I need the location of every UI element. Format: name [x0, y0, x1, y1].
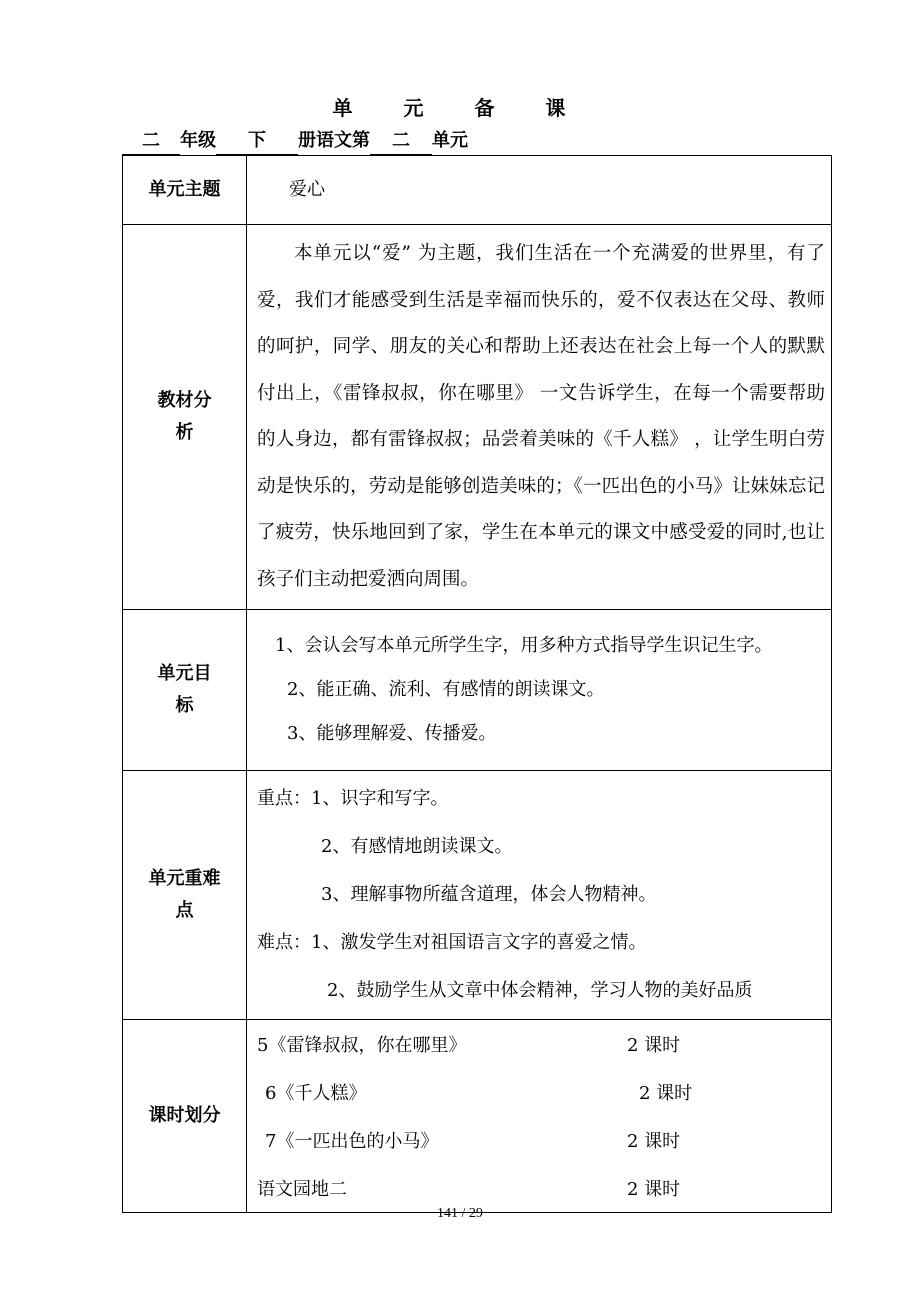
goals-label: 单元目标 [123, 610, 247, 771]
theme-cell [247, 156, 832, 225]
hard-point-line [257, 919, 831, 967]
hard-points-prefix: 难点： [257, 932, 311, 953]
theme-row [123, 156, 832, 225]
lesson-name: 6《千人糕》 [265, 1083, 367, 1104]
lesson-hours: 2 课时 [627, 1179, 681, 1200]
goal-item: 2、能正确、流利、有感情的朗读课文。 [287, 679, 605, 700]
analysis-text: 本单元以“爱” 为主题，我们生活在一个充满爱的世界里，有了爱，我们才能感受到生活是幸福而快乐的，爱不仅表达在父母、教师的呵护，同学、朋友的关心和帮助上还表达在社会上每一个人的默默付出上，《雷锋叔叔，你在哪里》 一文告诉学生，在每一个需要帮助的人身边，都有雷锋叔叔；品尝着美味的《千人糕》 ，让学生明白劳动是快乐的，劳动是能够创造美味的；《一匹出色的小马》让妹妹忘记了疲劳，快乐地回到了家，学生在本单元的课文中感受爱的同时,也让孩子们主动把爱洒向周围。 [257, 243, 825, 590]
lesson-name: 5《雷锋叔叔，你在哪里》 [257, 1035, 467, 1056]
hard-point-item: 1、激发学生对祖国语言文字的喜爱之情。 [311, 932, 647, 953]
key-point-item: 1、识字和写字。 [311, 788, 449, 809]
theme-value: 爱心 [289, 179, 325, 200]
goals-row [123, 610, 832, 771]
grade-suffix: 年级 [180, 130, 216, 151]
unit-suffix: 单元 [432, 130, 468, 151]
analysis-cell [247, 225, 832, 610]
page-title: 单 元 备 课 [332, 96, 588, 120]
hours-label: 课时划分 [123, 1020, 247, 1213]
lesson-name: 语文园地二 [257, 1179, 347, 1200]
lesson-hours: 2 课时 [639, 1083, 693, 1104]
key-point-item: 3、理解事物所蕴含道理，体会人物精神。 [321, 884, 657, 905]
difficulties-cell [247, 771, 832, 1020]
lesson-hours: 2 课时 [627, 1131, 681, 1152]
unit-number: 二 [370, 128, 432, 155]
goals-cell [247, 610, 832, 771]
key-point-item: 2、有感情地朗读课文。 [321, 836, 513, 857]
hours-item [257, 1116, 831, 1164]
hours-row [123, 1020, 832, 1213]
lesson-plan-table [122, 155, 832, 1213]
volume-value: 下 [216, 128, 298, 155]
grade-value: 二 [122, 128, 180, 155]
goal-item: 3、能够理解爱、传播爱。 [287, 723, 497, 744]
difficulties-row [123, 771, 832, 1020]
hours-item [257, 1164, 831, 1212]
goal-item: 1、会认会写本单元所学生字，用多种方式指导学生识记生字。 [275, 635, 773, 656]
lesson-hours: 2 课时 [627, 1035, 681, 1056]
analysis-label: 教材分析 [123, 225, 247, 610]
analysis-row [123, 225, 832, 610]
grade-line [122, 128, 468, 155]
hours-item [257, 1068, 831, 1116]
hours-item [257, 1020, 831, 1068]
page-number: 141 / 29 [437, 1206, 483, 1221]
key-points-prefix: 重点： [257, 788, 311, 809]
hard-point-item: 2、鼓励学生从文章中体会精神，学习人物的美好品质 [327, 980, 753, 1001]
hours-cell [247, 1020, 832, 1213]
key-point-line [257, 775, 831, 823]
lesson-name: 7《一匹出色的小马》 [265, 1131, 439, 1152]
theme-label: 单元主题 [123, 156, 247, 225]
difficulties-label: 单元重难点 [123, 771, 247, 1020]
subject-text: 册语文第 [298, 130, 370, 151]
